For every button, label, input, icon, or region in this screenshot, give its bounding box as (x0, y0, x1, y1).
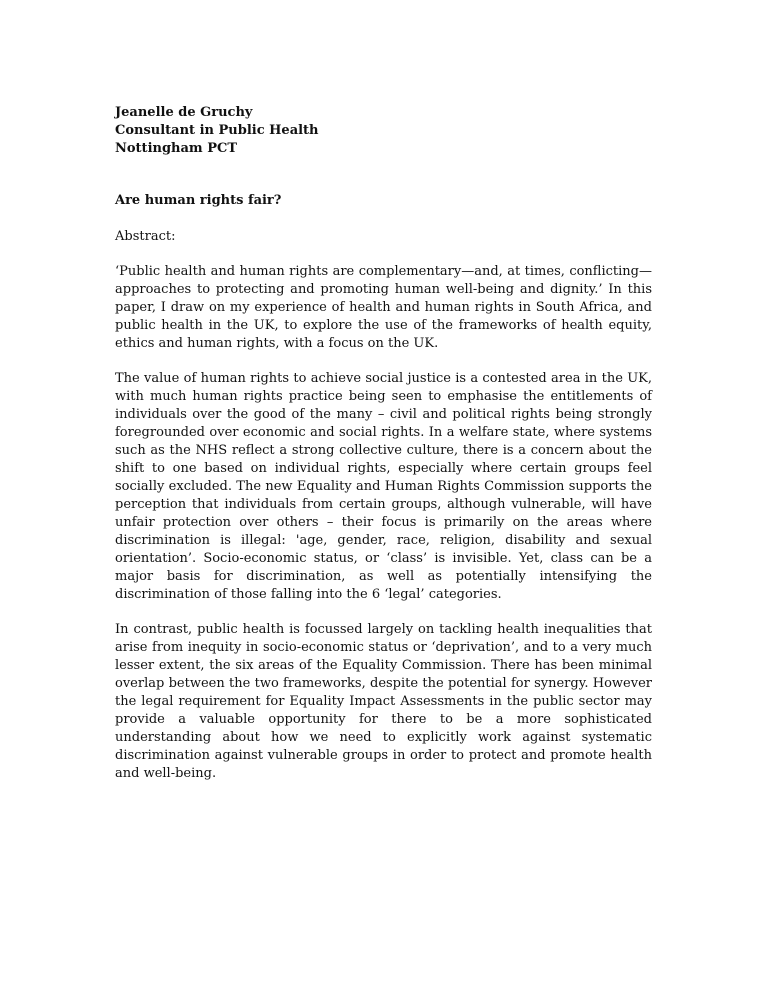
abstract-label: Abstract: (115, 229, 176, 244)
author-block (115, 104, 652, 158)
document-page (115, 104, 652, 796)
abstract-paragraph-3: In contrast, public health is focussed largely on tackling health inequalities that arise from inequity in socio-economic status or ‘deprivation’, and to a very much lesser extent, the six areas of the Equality Commission. There has been minimal overlap between the two frameworks, despite the potential for synergy. However the legal requirement for Equality Impact Assessments in the public sector may provide a valuable opportunity for there to be a more sophisticated understanding about how we need to explicitly work against systematic discrimination against vulnerable groups in order to protect and promote health and well-being. (115, 622, 652, 781)
abstract-paragraph-1: ‘Public health and human rights are complementary—and, at times, conflicting—approaches to protecting and promoting human well-being and dignity.’ In this paper, I draw on my experience of health and human rights in South Africa, and public health in the UK, to explore the use of the frameworks of health equity, ethics and human rights, with a focus on the UK. (115, 264, 652, 351)
author-role: Consultant in Public Health (115, 123, 319, 138)
author-name: Jeanelle de Gruchy (115, 105, 253, 120)
paper-title: Are human rights fair? (115, 193, 282, 208)
abstract-paragraph-2: The value of human rights to achieve social justice is a contested area in the UK, with much human rights practice being seen to emphasise the entitlements of individuals over the good of the many – civil and political rights being strongly foregrounded over economic and social rights. In a welfare state, where systems such as the NHS reflect a strong collective culture, there is a concern about the shift to one based on individual rights, especially where certain groups feel socially excluded. The new Equality and Human Rights Commission supports the perception that individuals from certain groups, although vulnerable, will have unfair protection over others – their focus is primarily on the areas where discrimination is illegal: 'age, gender, race, religion, disability and sexual orientation’. Socio-economic status, or ‘class’ is invisible. Yet, class can be a major basis for discrimination, as well as potentially intensifying the discrimination of those falling into the 6 ‘legal’ categories. (115, 371, 652, 602)
author-organisation: Nottingham PCT (115, 141, 237, 156)
